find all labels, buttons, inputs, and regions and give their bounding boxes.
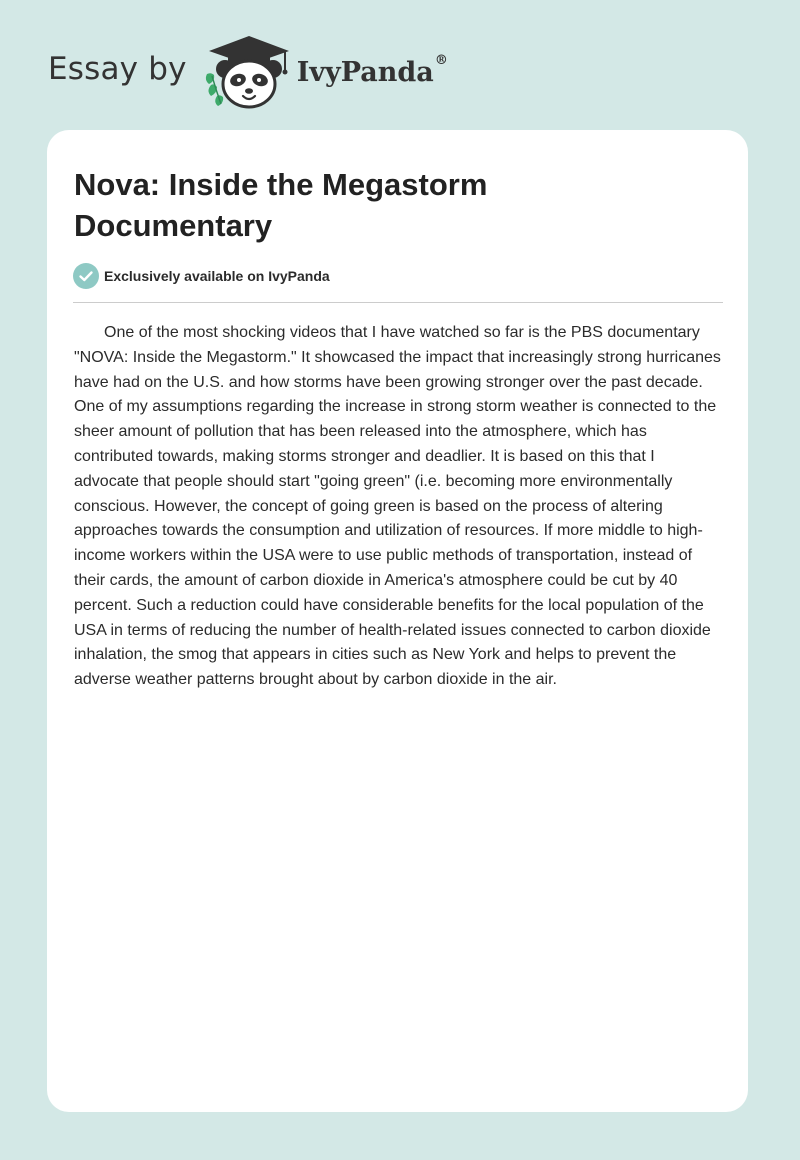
registered-mark: ®: [434, 52, 448, 68]
check-circle-icon: [73, 263, 99, 289]
essay-paragraph: One of the most shocking videos that I have watched so far is the PBS documentary "NOVA: Inside the Megastorm." It showcased the impact that increasingly strong hurricanes have had on the U.S. and how storms have been growing stronger over the past decade. One of my assumptions regarding the increase in strong storm weather is connected to the sheer amount of pollution that has been released into the atmosphere, which has contributed towards, making storms stronger and deadlier. It is based on this that I advocate that people should start "going green" (i.e. becoming more environmentally conscious. However, the concept of going green is based on the process of altering approaches towards the consumption and utilization of resources. If more middle to high-income workers within the USA were to use public methods of transportation, instead of their cards, the amount of carbon dioxide in America's atmosphere could be cut by 40 percent. Such a reduction could have considerable benefits for the local population of the USA in terms of reducing the number of health-related issues connected to carbon dioxide inhalation, the smog that appears in cities such as New York and helps to prevent the adverse weather patterns brought about by carbon dioxide in the air.: [74, 324, 721, 689]
exclusive-label: Exclusively available on IvyPanda: [104, 268, 330, 284]
brand-name: IvyPanda®: [296, 52, 448, 88]
divider: [73, 302, 723, 303]
panda-logo-icon: [203, 34, 295, 110]
exclusive-badge: [73, 263, 330, 289]
document-title: Nova: Inside the Megastorm Documentary: [74, 167, 488, 243]
brand-prefix: Essay by: [48, 51, 187, 87]
document-card: [47, 130, 748, 1112]
brand-header: [48, 34, 448, 110]
